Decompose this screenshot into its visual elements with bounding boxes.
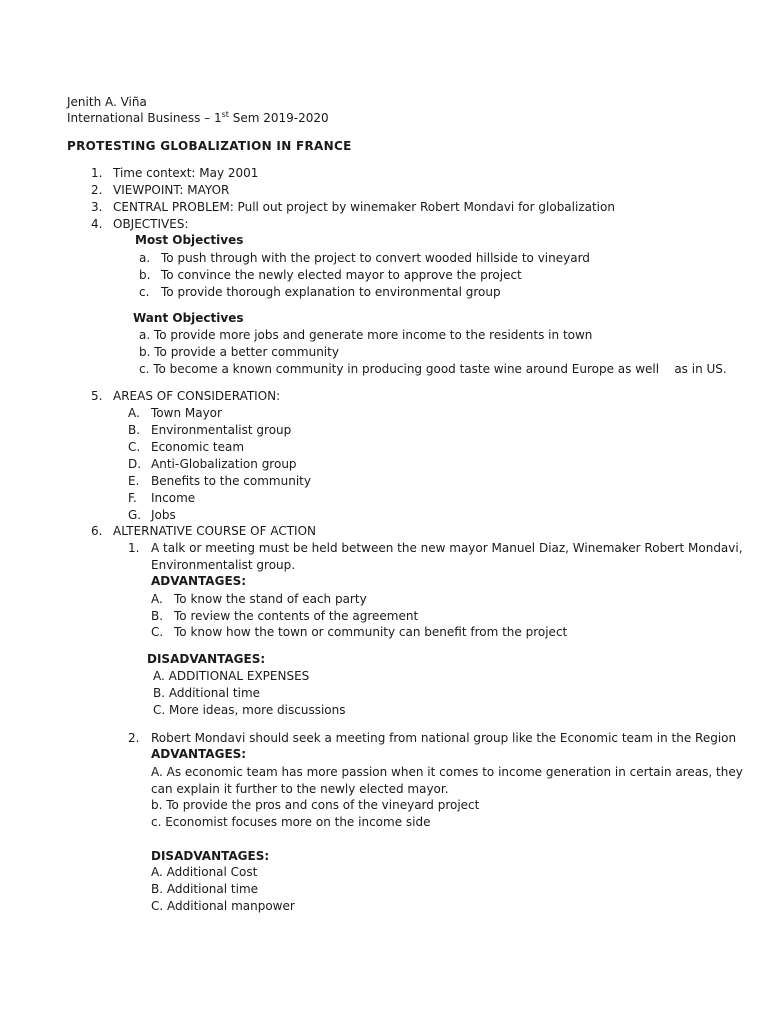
advantages-heading: ADVANTAGES: [151,747,247,761]
list-item: To provide thorough explanation to environmental group [161,285,501,299]
course-suffix: Sem 2019-2020 [228,111,329,125]
list-marker: c. [139,285,150,299]
want-objectives-heading: Want Objectives [133,311,244,325]
disadvantages-heading: DISADVANTAGES: [151,849,270,863]
list-item: b. To provide the pros and cons of the vineyard project [151,798,480,812]
list-marker: E. [128,474,140,488]
list-marker: B. [128,423,141,437]
item-number: 4. [91,217,103,231]
list-item: To know the stand of each party [174,592,367,606]
list-marker: A. [128,406,140,420]
advantages-heading: ADVANTAGES: [151,574,247,588]
course-prefix: International Business – 1 [67,111,222,125]
list-marker: C. [151,625,164,639]
alternative-number: 2. [128,731,140,745]
list-item: Jobs [151,508,176,522]
list-item: To convince the newly elected mayor to approve the project [161,268,522,282]
list-item: b. To provide a better community [139,345,339,359]
list-item: A. As economic team has more passion when it comes to income generation in certain areas, they [151,765,743,779]
list-marker: C. [128,440,141,454]
item-text: CENTRAL PROBLEM: Pull out project by winemaker Robert Mondavi for globalization [113,200,615,214]
list-item: Anti-Globalization group [151,457,297,471]
list-item: c. Economist focuses more on the income side [151,815,431,829]
alternative-number: 1. [128,541,140,555]
list-item: a. To provide more jobs and generate more income to the residents in town [139,328,593,342]
list-marker: a. [139,251,151,265]
alternative-text: Environmentalist group. [151,558,296,572]
list-item: B. Additional time [151,882,259,896]
list-item: Benefits to the community [151,474,311,488]
alternative-text: Robert Mondavi should seek a meeting from national group like the Economic team in the Region [151,731,737,745]
list-item: Economic team [151,440,245,454]
item-number: 5. [91,389,103,403]
list-item: To push through with the project to convert wooded hillside to vineyard [161,251,590,265]
item-text: Time context: May 2001 [113,166,259,180]
item-number: 1. [91,166,103,180]
list-item: B. Additional time [153,686,261,700]
most-objectives-heading: Most Objectives [135,233,244,247]
list-item: A. Additional Cost [151,865,258,879]
areas-heading: AREAS OF CONSIDERATION: [113,389,281,403]
list-item: Environmentalist group [151,423,292,437]
disadvantages-heading: DISADVANTAGES: [147,652,266,666]
alternative-text: A talk or meeting must be held between the new mayor Manuel Diaz, Winemaker Robert Mondavi, [151,541,743,555]
item-number: 2. [91,183,103,197]
list-marker: A. [151,592,163,606]
document-title: PROTESTING GLOBALIZATION IN FRANCE [67,139,352,153]
item-text: OBJECTIVES: [113,217,189,231]
item-text: VIEWPOINT: MAYOR [113,183,230,197]
list-item: C. More ideas, more discussions [153,703,346,717]
list-marker: B. [151,609,164,623]
course-superscript: st [221,110,229,119]
item-number: 6. [91,524,103,538]
list-item: To know how the town or community can benefit from the project [174,625,568,639]
list-marker: b. [139,268,151,282]
list-item: C. Additional manpower [151,899,295,913]
course-line [67,111,329,125]
item-number: 3. [91,200,103,214]
alternatives-heading: ALTERNATIVE COURSE OF ACTION [113,524,317,538]
list-item: can explain it further to the newly elected mayor. [151,782,449,796]
list-item: c. To become a known community in producing good taste wine around Europe as well as in US. [139,362,727,376]
list-marker: D. [128,457,142,471]
list-item: Town Mayor [151,406,222,420]
list-item: Income [151,491,196,505]
list-item: A. ADDITIONAL EXPENSES [153,669,310,683]
list-marker: G. [128,508,142,522]
list-marker: F. [128,491,137,505]
author-name: Jenith A. Viña [67,95,147,109]
list-item: To review the contents of the agreement [174,609,419,623]
